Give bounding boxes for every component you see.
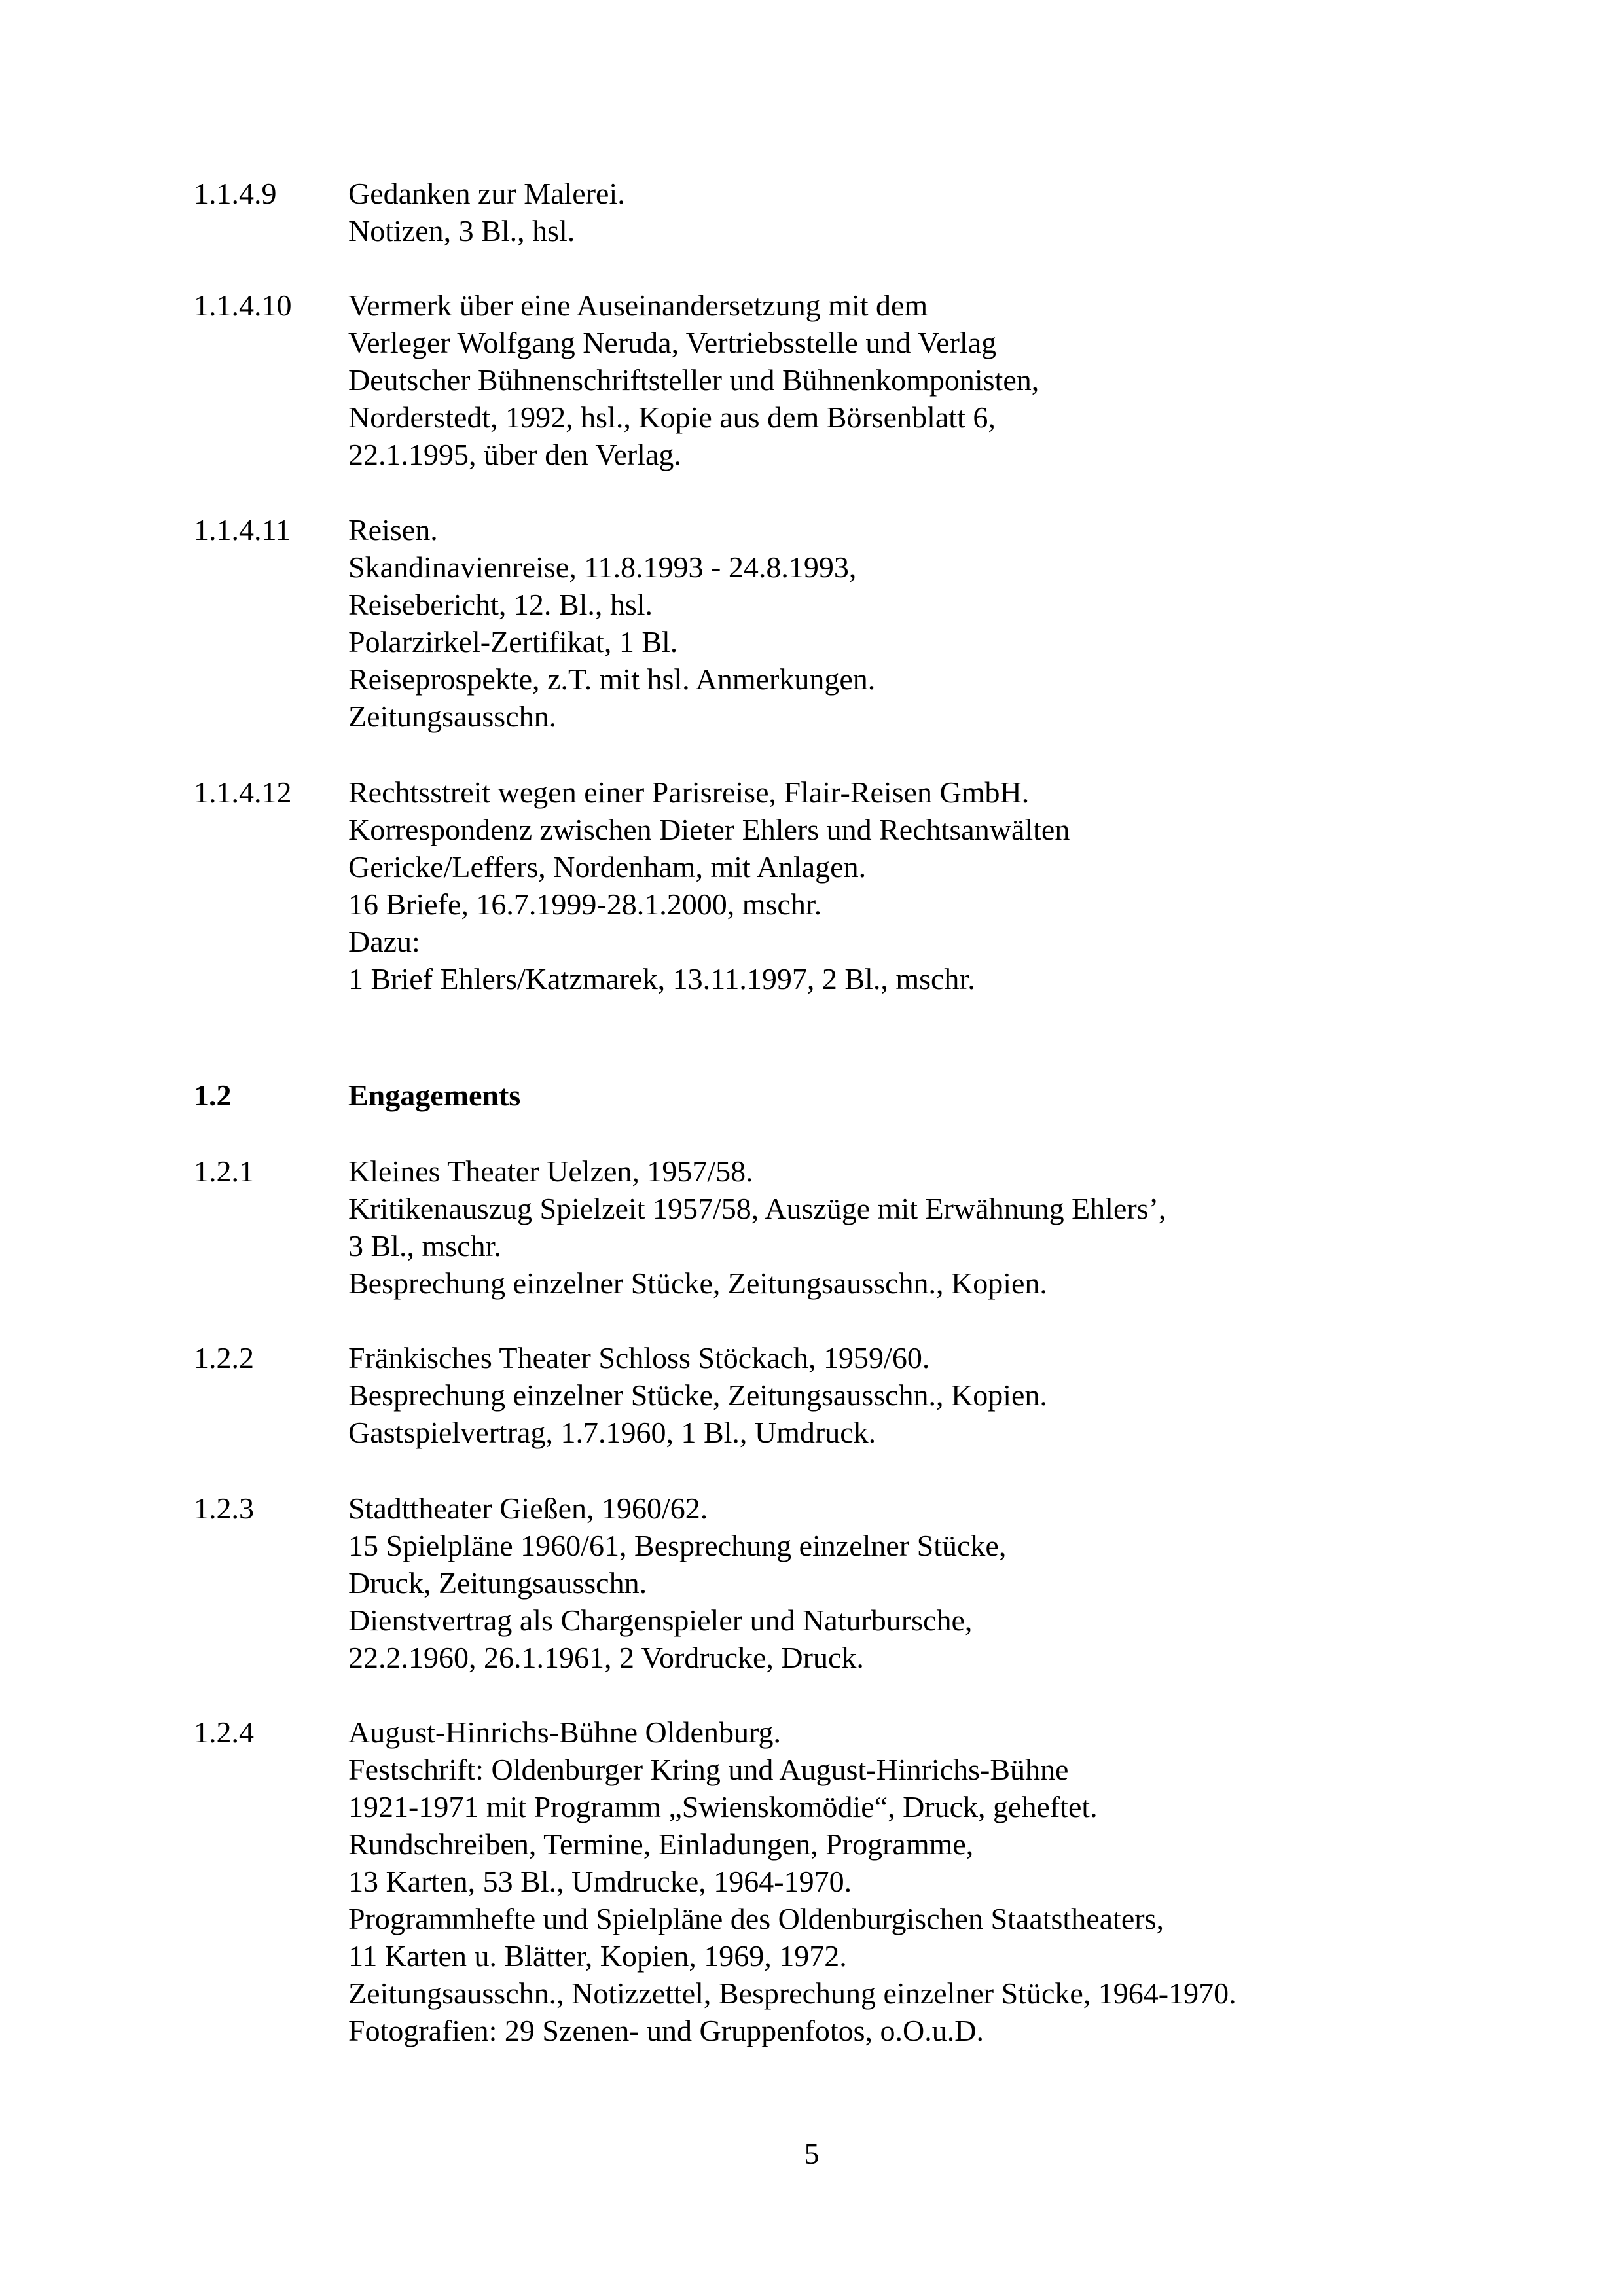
entry-number: 1.1.4.11 bbox=[194, 513, 291, 547]
entry-line: 22.2.1960, 26.1.1961, 2 Vordrucke, Druck. bbox=[348, 1641, 864, 1674]
entry-line: 1 Brief Ehlers/Katzmarek, 13.11.1997, 2 Bl., mschr. bbox=[348, 962, 975, 996]
entry-line: Programmhefte und Spielpläne des Oldenburgischen Staatstheaters, bbox=[348, 1902, 1164, 1935]
entry-line: Reisen. bbox=[348, 513, 438, 547]
entry-number: 1.1.4.12 bbox=[194, 776, 292, 809]
entry-line: 11 Karten u. Blätter, Kopien, 1969, 1972. bbox=[348, 1939, 847, 1973]
entry-number: 1.2.4 bbox=[194, 1715, 254, 1749]
entry-line: Fotografien: 29 Szenen- und Gruppenfotos, o.O.u.D. bbox=[348, 2014, 984, 2047]
entry-number: 1.2.1 bbox=[194, 1155, 254, 1188]
entry-line: Dazu: bbox=[348, 925, 420, 958]
entry-line: Besprechung einzelner Stücke, Zeitungsausschn., Kopien. bbox=[348, 1266, 1047, 1300]
entry-line: Rundschreiben, Termine, Einladungen, Programme, bbox=[348, 1827, 974, 1861]
entry-line: Reiseprospekte, z.T. mit hsl. Anmerkungen. bbox=[348, 662, 876, 696]
entry-number: 1.2.2 bbox=[194, 1341, 254, 1374]
entry-line: Gericke/Leffers, Nordenham, mit Anlagen. bbox=[348, 850, 867, 884]
entry-line: Korrespondenz zwischen Dieter Ehlers und Rechtsanwälten bbox=[348, 813, 1070, 846]
entry-line: Rechtsstreit wegen einer Parisreise, Flair-Reisen GmbH. bbox=[348, 776, 1030, 809]
section-number: 1.2 bbox=[194, 1079, 232, 1112]
entry-line: Notizen, 3 Bl., hsl. bbox=[348, 214, 575, 247]
entry-text bbox=[348, 1339, 1435, 1451]
entry-line: Kritikenauszug Spielzeit 1957/58, Auszüge mit Erwähnung Ehlers’, bbox=[348, 1192, 1166, 1225]
entry-line: August-Hinrichs-Bühne Oldenburg. bbox=[348, 1715, 781, 1749]
entry-line: Festschrift: Oldenburger Kring und August-Hinrichs-Bühne bbox=[348, 1753, 1069, 1786]
entry-line: Gedanken zur Malerei. bbox=[348, 177, 625, 210]
entry-line: 13 Karten, 53 Bl., Umdrucke, 1964-1970. bbox=[348, 1865, 852, 1898]
entry-line: Fränkisches Theater Schloss Stöckach, 1959/60. bbox=[348, 1341, 930, 1374]
entry-line: 1921-1971 mit Programm „Swienskomödie“, Druck, geheftet. bbox=[348, 1790, 1098, 1823]
entry-line: Gastspielvertrag, 1.7.1960, 1 Bl., Umdruck. bbox=[348, 1416, 876, 1449]
entry-number: 1.1.4.9 bbox=[194, 177, 277, 210]
entry-line: Verleger Wolfgang Neruda, Vertriebsstelle und Verlag bbox=[348, 326, 997, 359]
entry-number: 1.2.3 bbox=[194, 1492, 254, 1525]
entry-line: Norderstedt, 1992, hsl., Kopie aus dem Börsenblatt 6, bbox=[348, 401, 996, 434]
entry-line: 16 Briefe, 16.7.1999-28.1.2000, mschr. bbox=[348, 888, 822, 921]
entry-line: 15 Spielpläne 1960/61, Besprechung einzelner Stücke, bbox=[348, 1529, 1007, 1562]
entry-text bbox=[348, 287, 1435, 473]
entry-line: Dienstvertrag als Chargenspieler und Naturbursche, bbox=[348, 1604, 973, 1637]
entry-line: Zeitungsausschn., Notizzettel, Besprechung einzelner Stücke, 1964-1970. bbox=[348, 1977, 1236, 2010]
entry-line: Skandinavienreise, 11.8.1993 - 24.8.1993, bbox=[348, 550, 857, 584]
entry-line: 3 Bl., mschr. bbox=[348, 1229, 501, 1263]
page-number: 5 bbox=[804, 2137, 820, 2170]
section-title: Engagements bbox=[348, 1079, 521, 1112]
entry-line: Vermerk über eine Auseinandersetzung mit dem bbox=[348, 289, 928, 322]
entry-line: Deutscher Bühnenschriftsteller und Bühnenkomponisten, bbox=[348, 363, 1039, 397]
entry-text bbox=[348, 175, 1435, 249]
entry-text bbox=[348, 1713, 1435, 2049]
entry-line: Reisebericht, 12. Bl., hsl. bbox=[348, 588, 653, 621]
entry-line: Druck, Zeitungsausschn. bbox=[348, 1566, 647, 1600]
entry-text bbox=[348, 511, 1435, 735]
entry-text bbox=[348, 774, 1435, 997]
entry-number: 1.1.4.10 bbox=[194, 289, 292, 322]
entry-text bbox=[348, 1490, 1435, 1676]
entry-text bbox=[348, 1153, 1435, 1302]
entry-line: 22.1.1995, über den Verlag. bbox=[348, 438, 681, 471]
entry-line: Polarzirkel-Zertifikat, 1 Bl. bbox=[348, 625, 678, 658]
entry-line: Besprechung einzelner Stücke, Zeitungsausschn., Kopien. bbox=[348, 1378, 1047, 1412]
entry-line: Stadttheater Gießen, 1960/62. bbox=[348, 1492, 708, 1525]
entry-line: Kleines Theater Uelzen, 1957/58. bbox=[348, 1155, 753, 1188]
entry-line: Zeitungsausschn. bbox=[348, 700, 557, 733]
